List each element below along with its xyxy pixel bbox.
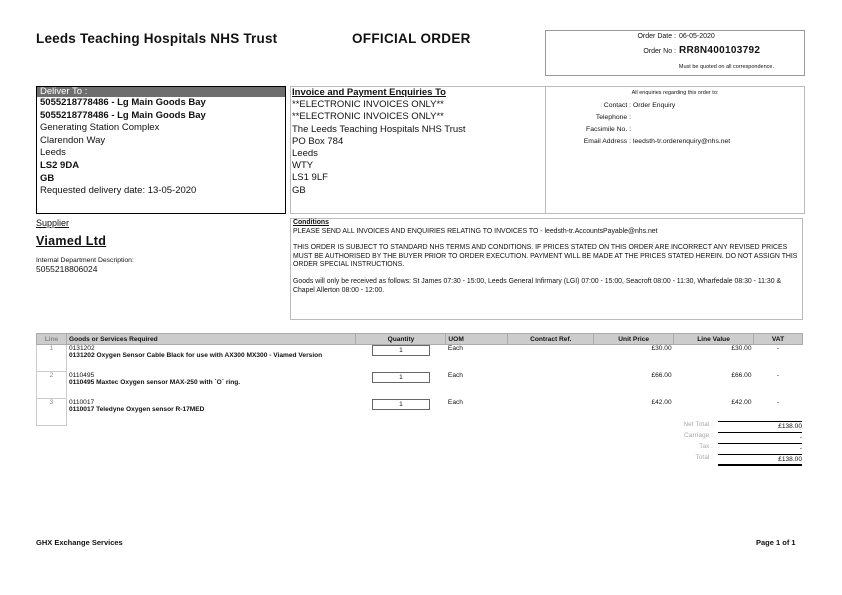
order-note: Must be quoted on all correspondence. [678, 64, 774, 70]
line-value-cell: £66.00 [731, 371, 752, 379]
order-no-value: RR8N400103792 [679, 45, 761, 56]
contract-ref-cell [508, 345, 594, 372]
tax-value: - [718, 443, 802, 453]
conditions-paragraph: Goods will only be received as follows: St James 07:30 - 15:00, Leeds General Infirmary (LGI) 07:00 - 15:00, Seacroft 08:00 - 11:30, Wharfedale 08:30 - 11:30 & Chapel Allerton 08:00 - 12:00. [293, 277, 782, 294]
order-date-label: Order Date : [637, 33, 676, 40]
net-total-label: Net Total : [683, 421, 713, 428]
line-number: 1 [37, 345, 67, 372]
invoice-line: GB [292, 184, 306, 196]
item-code: 0110017 [68, 398, 95, 406]
internal-department-label: Internal Department Description: [36, 257, 134, 264]
order-items-table [36, 333, 803, 426]
deliver-line: Generating Station Complex [40, 122, 160, 134]
invoice-line: The Leeds Teaching Hospitals NHS Trust [292, 123, 466, 135]
contact-value: Order Enquiry [633, 102, 676, 109]
conditions-box [290, 218, 803, 320]
quantity-field[interactable]: 1 [372, 345, 430, 356]
email-value[interactable]: leedsth-tr.orderenquiry@nhs.net [633, 138, 731, 145]
unit-price-cell: £42.00 [651, 398, 672, 406]
unit-price-cell: £30.00 [651, 345, 672, 352]
item-code: 0131202 [68, 345, 95, 352]
vat-cell: - [776, 345, 780, 352]
organisation-name: Leeds Teaching Hospitals NHS Trust [36, 31, 278, 46]
supplier-block [36, 218, 286, 274]
order-no-label: Order No : [643, 48, 676, 55]
table-row [37, 372, 803, 399]
tax-label: Tax : [699, 443, 713, 450]
quantity-field[interactable]: 1 [372, 399, 430, 410]
uom-cell: Each [447, 371, 463, 379]
goods-cell [66, 399, 356, 426]
col-header-goods: Goods or Services Required [66, 334, 356, 345]
vat-cell: - [776, 398, 780, 406]
contact-heading: All enquiries regarding this order to: [631, 90, 719, 96]
order-info-box [545, 30, 805, 76]
conditions-paragraph: THIS ORDER IS SUBJECT TO STANDARD NHS TERMS AND CONDITIONS. IF PRICES STATED ON THIS ORDER ARE INCORRECT ANY REVISED PRICES MUST BE AUTHORISED BY THE BUYER PRIOR TO ORDER EXECUTION. PAYMENT WILL BE MADE AT THE PRICES STATED HEREIN. DO NOT ASSIGN THIS ORDER SPECIAL INSTRUCTIONS. [293, 244, 798, 269]
contact-box [545, 86, 805, 214]
deliver-line: 5055218778486 - Lg Main Goods Bay [40, 109, 206, 121]
line-value-cell: £42.00 [731, 398, 752, 406]
invoice-enquiries-box [290, 86, 546, 214]
document-title: OFFICIAL ORDER [352, 31, 471, 46]
goods-cell [66, 345, 356, 372]
deliver-to-box [36, 86, 286, 214]
supplier-label: Supplier [36, 218, 70, 228]
col-header-contract-ref: Contract Ref. [508, 334, 594, 345]
col-header-unit-price: Unit Price [594, 334, 674, 345]
deliver-line: LS2 9DA [40, 159, 80, 171]
deliver-line: 5055218778486 - Lg Main Goods Bay [40, 97, 206, 108]
unit-price-cell: £66.00 [651, 371, 672, 379]
requested-delivery-date: Requested delivery date: 13-05-2020 [40, 185, 197, 197]
invoice-line: LS1 9LF [292, 172, 328, 184]
contract-ref-cell [508, 399, 594, 426]
contract-ref-cell [508, 372, 594, 399]
totals-block [640, 421, 803, 465]
item-description: 0131202 Oxygen Sensor Cable Black for use with AX300 MX300 - Viamed Version [68, 352, 323, 359]
goods-cell [66, 372, 356, 399]
col-header-line: Line [37, 334, 67, 345]
item-description: 0110017 Teledyne Oxygen sensor R-17MED [68, 405, 205, 413]
col-header-quantity: Quantity [356, 334, 446, 345]
invoice-line: **ELECTRONIC INVOICES ONLY** [292, 99, 444, 111]
uom-cell: Each [447, 345, 463, 352]
page-number: Page 1 of 1 [756, 538, 796, 547]
invoice-line: **ELECTRONIC INVOICES ONLY** [292, 111, 444, 123]
carriage-value: - [718, 432, 802, 442]
table-header-row [37, 334, 803, 345]
net-total-value: £138.00 [718, 421, 802, 431]
telephone-label: Telephone : [595, 114, 631, 121]
line-number: 2 [37, 372, 67, 399]
conditions-paragraph: PLEASE SEND ALL INVOICES AND ENQUIRIES RELATING TO INVOICES TO - leedsth-tr.AccountsPayable@nhs.net [293, 227, 658, 235]
col-header-vat: VAT [754, 334, 803, 345]
item-description: 0110495 Maxtec Oxygen sensor MAX-250 with `O` ring. [68, 378, 241, 386]
footer-left: GHX Exchange Services [36, 538, 123, 547]
conditions-heading: Conditions [293, 219, 329, 226]
col-header-uom: UOM [446, 334, 508, 345]
line-number: 3 [37, 399, 67, 426]
email-label: Email Address : [583, 138, 631, 145]
total-value: £138.00 [718, 454, 802, 466]
invoice-line: Leeds [292, 148, 318, 160]
uom-cell: Each [447, 398, 463, 406]
contact-label: Contact : [603, 102, 631, 109]
carriage-label: Carriage : [684, 432, 713, 439]
supplier-name: Viamed Ltd [36, 234, 107, 248]
deliver-line: GB [40, 172, 55, 184]
invoice-line: WTY [292, 160, 314, 172]
invoice-heading: Invoice and Payment Enquiries To [292, 87, 446, 98]
item-code: 0110495 [68, 371, 95, 379]
total-label: Total : [695, 454, 713, 461]
deliver-line: Leeds [40, 147, 66, 159]
invoice-line: PO Box 784 [292, 135, 344, 147]
vat-cell: - [776, 371, 780, 379]
deliver-to-heading: Deliver To : [37, 87, 285, 97]
quantity-field[interactable]: 1 [372, 372, 430, 383]
line-value-cell: £30.00 [731, 345, 752, 352]
table-row [37, 345, 803, 372]
col-header-line-value: Line Value [674, 334, 754, 345]
deliver-line: Clarendon Way [40, 134, 106, 146]
facsimile-label: Facsimile No. : [586, 126, 631, 133]
order-date-value: 06-05-2020 [679, 33, 715, 40]
internal-department-value: 5055218806024 [36, 264, 98, 274]
